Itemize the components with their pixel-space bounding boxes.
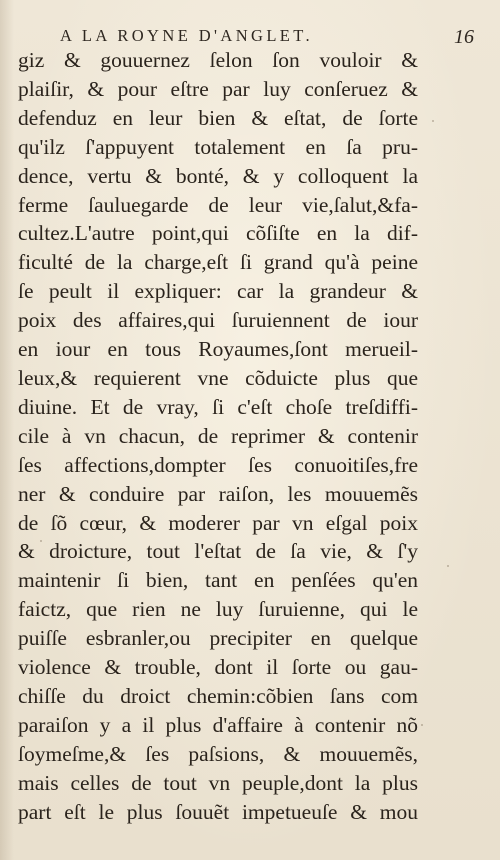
text-line: dence, vertu & bonté, & y colloquent la xyxy=(18,163,418,188)
text-line: ſoymeſme,& ſes paſsions, & mouuemẽs, xyxy=(18,741,418,766)
text-line: defenduz en leur bien & eſtat, de ſorte xyxy=(18,105,418,130)
text-line: ſes affections,dompter ſes conuoitiſes,fre xyxy=(18,452,418,477)
text-line: qu'ilz ſ'appuyent totalement en ſa pru- xyxy=(18,134,418,159)
text-line: cultez.L'autre point,qui cõſiſte en la dif- xyxy=(18,221,418,246)
text-line: giz & gouuernez ſelon ſon vouloir & xyxy=(18,48,418,72)
text-line: maintenir ſi bien, tant en penſées qu'en xyxy=(18,568,418,593)
page-number: 16 xyxy=(454,26,474,48)
paper-speck xyxy=(447,565,449,567)
text-line: en iour en tous Royaumes,ſont merueil- xyxy=(18,337,418,362)
text-line: faictz, que rien ne luy ſuruienne, qui le xyxy=(18,597,418,622)
text-line: chiſſe du droict chemin:cõbien ſans com xyxy=(18,683,418,708)
paper-speck xyxy=(40,540,42,542)
text-line: & droicture, tout l'eſtat de ſa vie, & ſ'y xyxy=(18,539,418,564)
text-line: de ſõ cœur, & moderer par vn eſgal poix xyxy=(18,510,418,535)
text-line: diuine. Et de vray, ſi c'eſt choſe treſdiffi- xyxy=(18,394,418,419)
text-line: leux,& requierent vne cõduicte plus que xyxy=(18,365,418,390)
text-line: paraiſon y a il plus d'affaire à contenir nõ xyxy=(18,712,418,737)
text-line: cile à vn chacun, de reprimer & contenir xyxy=(18,423,418,448)
text-line: ſe peult il expliquer: car la grandeur & xyxy=(18,279,418,304)
text-line: poix des affaires,qui ſuruiennent de iour xyxy=(18,308,418,333)
paper-speck xyxy=(421,724,423,726)
paper-speck xyxy=(432,120,434,122)
text-line: ferme ſauluegarde de leur vie,ſalut,&fa- xyxy=(18,192,418,217)
text-line: puiſſe esbranler,ou precipiter en quelque xyxy=(18,626,418,651)
running-title: A LA ROYNE D'ANGLET. xyxy=(60,26,314,45)
body-text xyxy=(18,46,418,826)
text-line: ficulté de la charge,eſt ſi grand qu'à peine xyxy=(18,250,418,275)
text-line: mais celles de tout vn peuple,dont la plus xyxy=(18,770,418,795)
text-line: violence & trouble, dont il ſorte ou gau- xyxy=(18,655,418,680)
text-line: ner & conduire par raiſon, les mouuemẽs xyxy=(18,481,418,506)
text-line: plaiſir, & pour eſtre par luy conſeruez & xyxy=(18,76,418,101)
text-line: part eſt le plus ſouuẽt impetueuſe & mou xyxy=(18,799,418,824)
